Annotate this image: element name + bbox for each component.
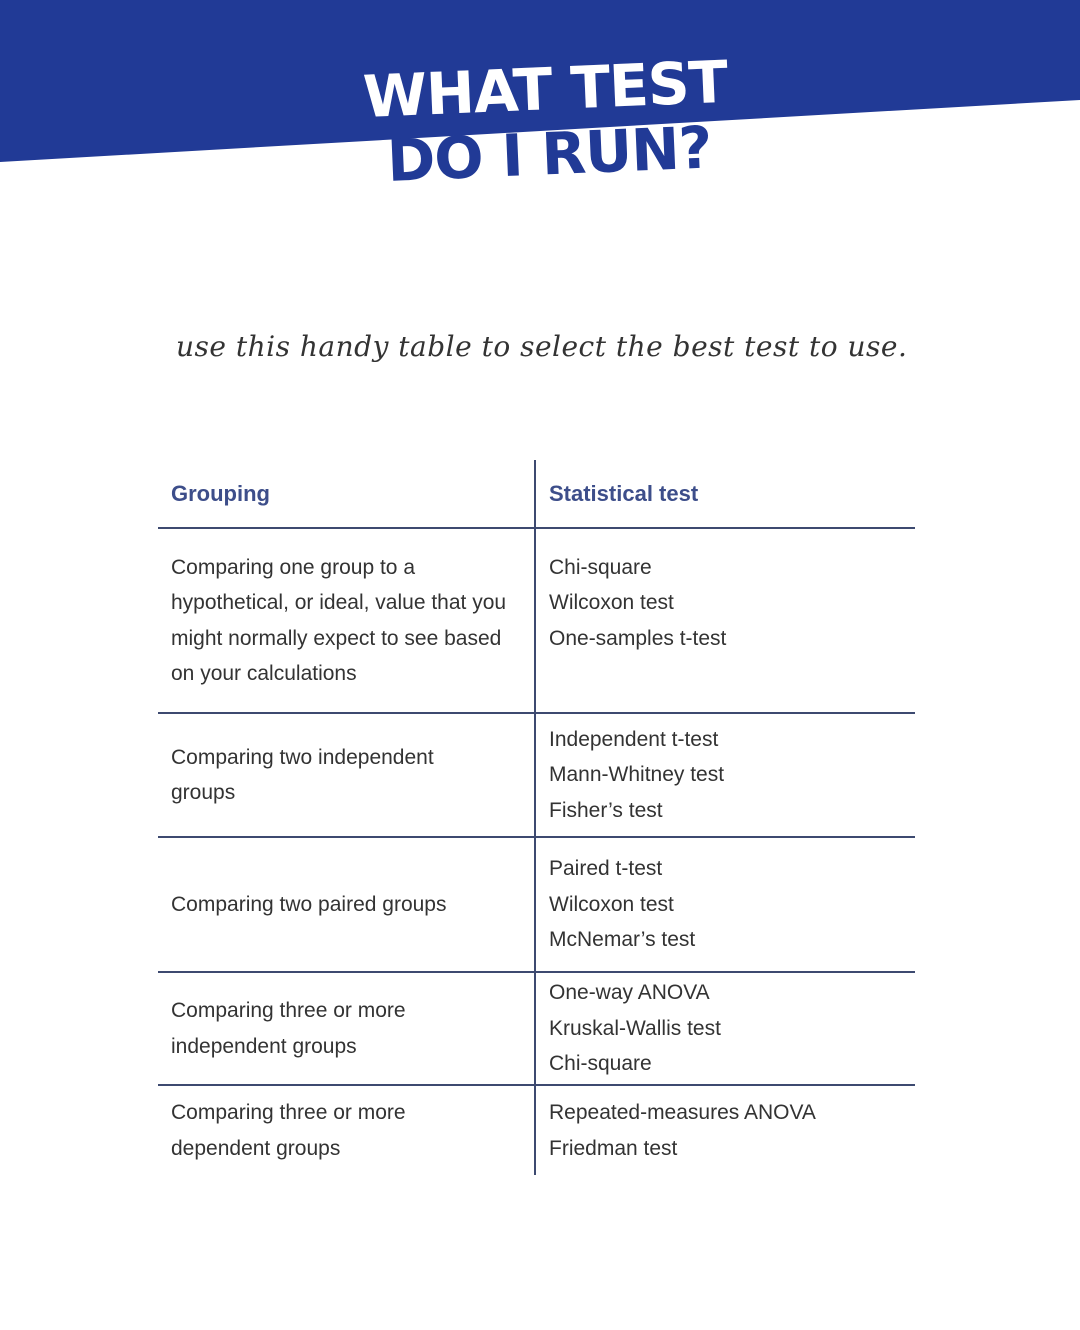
test-name: Wilcoxon test <box>549 591 674 614</box>
tests-cell <box>535 713 915 837</box>
grouping-cell: Comparing three or more dependent groups <box>158 1085 535 1175</box>
test-name: Wilcoxon test <box>549 892 674 916</box>
title-line-2: DO I RUN? <box>385 113 713 195</box>
test-name: Repeated-measures ANOVA <box>549 1101 816 1124</box>
test-name: Paired t-test <box>549 857 663 881</box>
table-row <box>158 713 915 837</box>
grouping-cell: Comparing three or more independent groups <box>158 972 535 1085</box>
table-header-row <box>158 460 915 528</box>
test-name: Kruskal-Wallis test <box>549 1016 721 1040</box>
title-line-1: WHAT TEST <box>361 47 729 131</box>
test-name: Mann-Whitney test <box>549 763 725 787</box>
tests-cell <box>535 528 915 713</box>
test-name: Fisher’s test <box>549 798 663 822</box>
tests-cell <box>535 837 915 972</box>
test-name: Independent t-test <box>549 727 719 751</box>
grouping-cell: Comparing one group to a hypothetical, or ideal, value that you might normally expect to see based on your calculations <box>158 528 535 713</box>
test-name: McNemar’s test <box>549 928 696 952</box>
test-name: Chi-square <box>549 1052 652 1076</box>
grouping-cell: Comparing two independent groups <box>158 713 535 837</box>
test-spacer <box>549 656 915 692</box>
column-header-statistical-test: Statistical test <box>535 460 915 528</box>
test-name: One-way ANOVA <box>549 981 710 1005</box>
test-name: Chi-square <box>549 555 652 579</box>
test-name: One-samples t-test <box>549 626 727 650</box>
tests-cell <box>535 1085 915 1175</box>
table-row <box>158 528 915 713</box>
table-row <box>158 972 915 1085</box>
table-row <box>158 837 915 972</box>
test-selection-table <box>158 460 915 1175</box>
tests-cell <box>535 972 915 1085</box>
column-header-grouping: Grouping <box>158 460 535 528</box>
tagline: use this handy table to select the best test to use. <box>176 330 908 363</box>
test-name: Friedman test <box>549 1136 678 1160</box>
table-row <box>158 1085 915 1175</box>
grouping-cell: Comparing two paired groups <box>158 837 535 972</box>
